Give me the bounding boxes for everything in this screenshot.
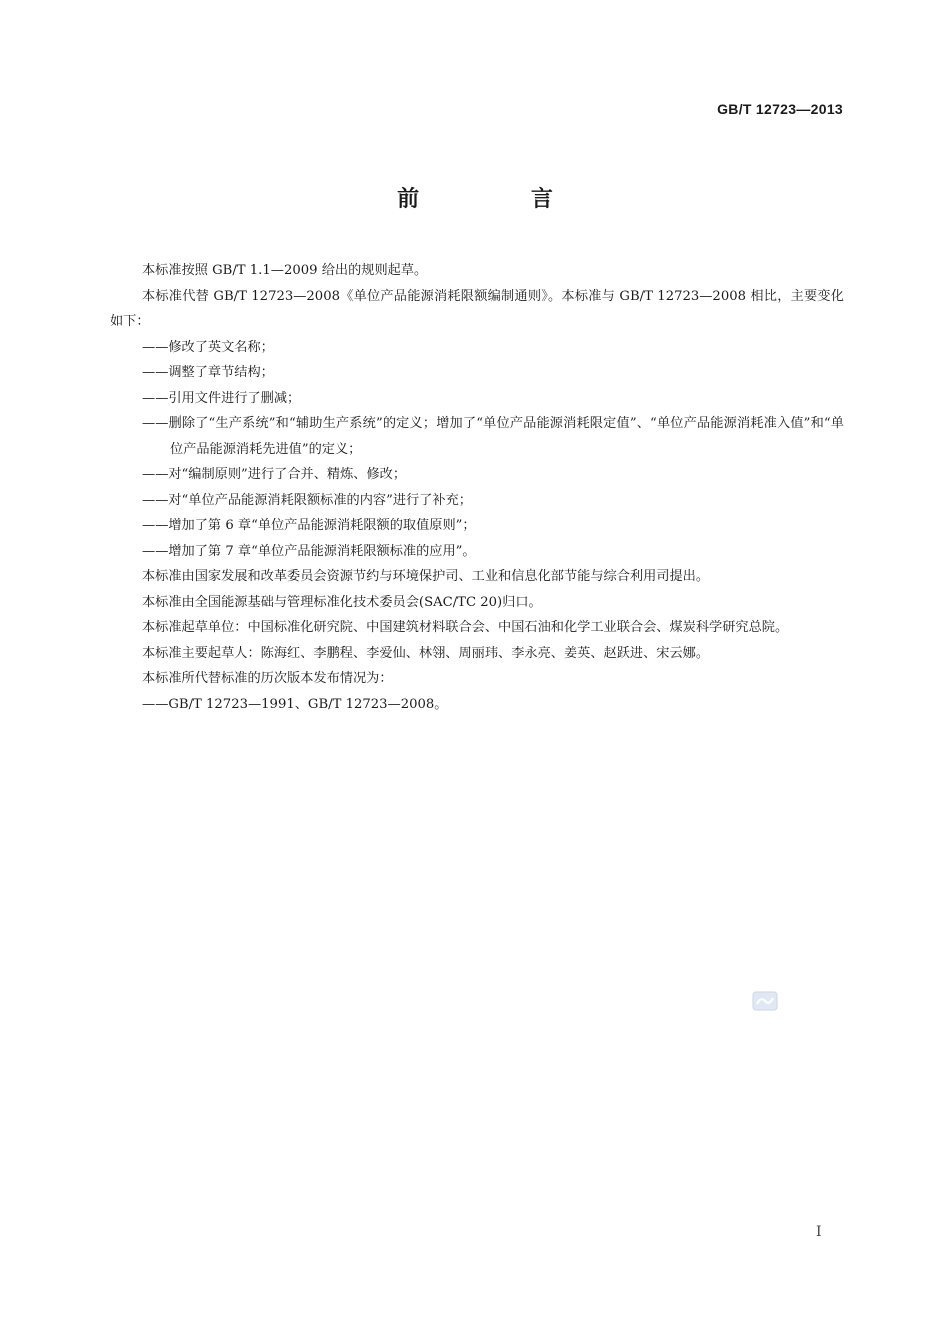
paragraph: ——GB/T 12723—1991、GB/T 12723—2008。 <box>142 696 448 712</box>
change-item: ——增加了第 6 章“单位产品能源消耗限额的取值原则”； <box>142 518 476 533</box>
paragraph: 本标准所代替标准的历次版本发布情况为： <box>142 671 393 686</box>
change-item: ——对“编制原则”进行了合并、精炼、修改； <box>142 467 407 482</box>
paragraph: 本标准由国家发展和改革委员会资源节约与环境保护司、工业和信息化部节能与综合利用司提出。 <box>142 569 710 584</box>
document-body <box>110 258 844 717</box>
change-item: ——引用文件进行了删减； <box>142 390 301 406</box>
paragraph: 本标准由全国能源基础与管理标准化技术委员会(SAC/TC 20)归口。 <box>142 594 542 610</box>
change-item: ——删除了“生产系统”和“辅助生产系统”的定义；增加了“单位产品能源消耗限定值”、“单位产品能源消耗准入值”和“单位产品能源消耗先进值”的定义； <box>142 416 844 457</box>
paragraph: 本标准按照 GB/T 1.1—2009 给出的规则起草。 <box>142 263 428 278</box>
paragraph: 本标准起草单位：中国标准化研究院、中国建筑材料联合会、中国石油和化学工业联合会、煤炭科学研究总院。 <box>142 620 789 635</box>
change-item: ——调整了章节结构； <box>142 365 274 380</box>
paragraph: 本标准代替 GB/T 12723—2008《单位产品能源消耗限额编制通则》。本标准与 GB/T 12723—2008 相比，主要变化如下： <box>110 288 844 329</box>
page-title: 前 言 <box>397 187 605 212</box>
paragraph: 本标准主要起草人：陈海红、李鹏程、李爱仙、林翎、周丽玮、李永亮、姜英、赵跃进、宋云娜。 <box>142 645 710 661</box>
sac-logo-icon <box>752 991 778 1011</box>
change-item: ——增加了第 7 章“单位产品能源消耗限额标准的应用”。 <box>142 543 476 559</box>
page-number: I <box>816 1224 822 1240</box>
change-item: ——修改了英文名称； <box>142 339 274 355</box>
change-item: ——对“单位产品能源消耗限额标准的内容”进行了补充； <box>142 492 472 508</box>
standard-number: GB/T 12723—2013 <box>717 101 843 117</box>
